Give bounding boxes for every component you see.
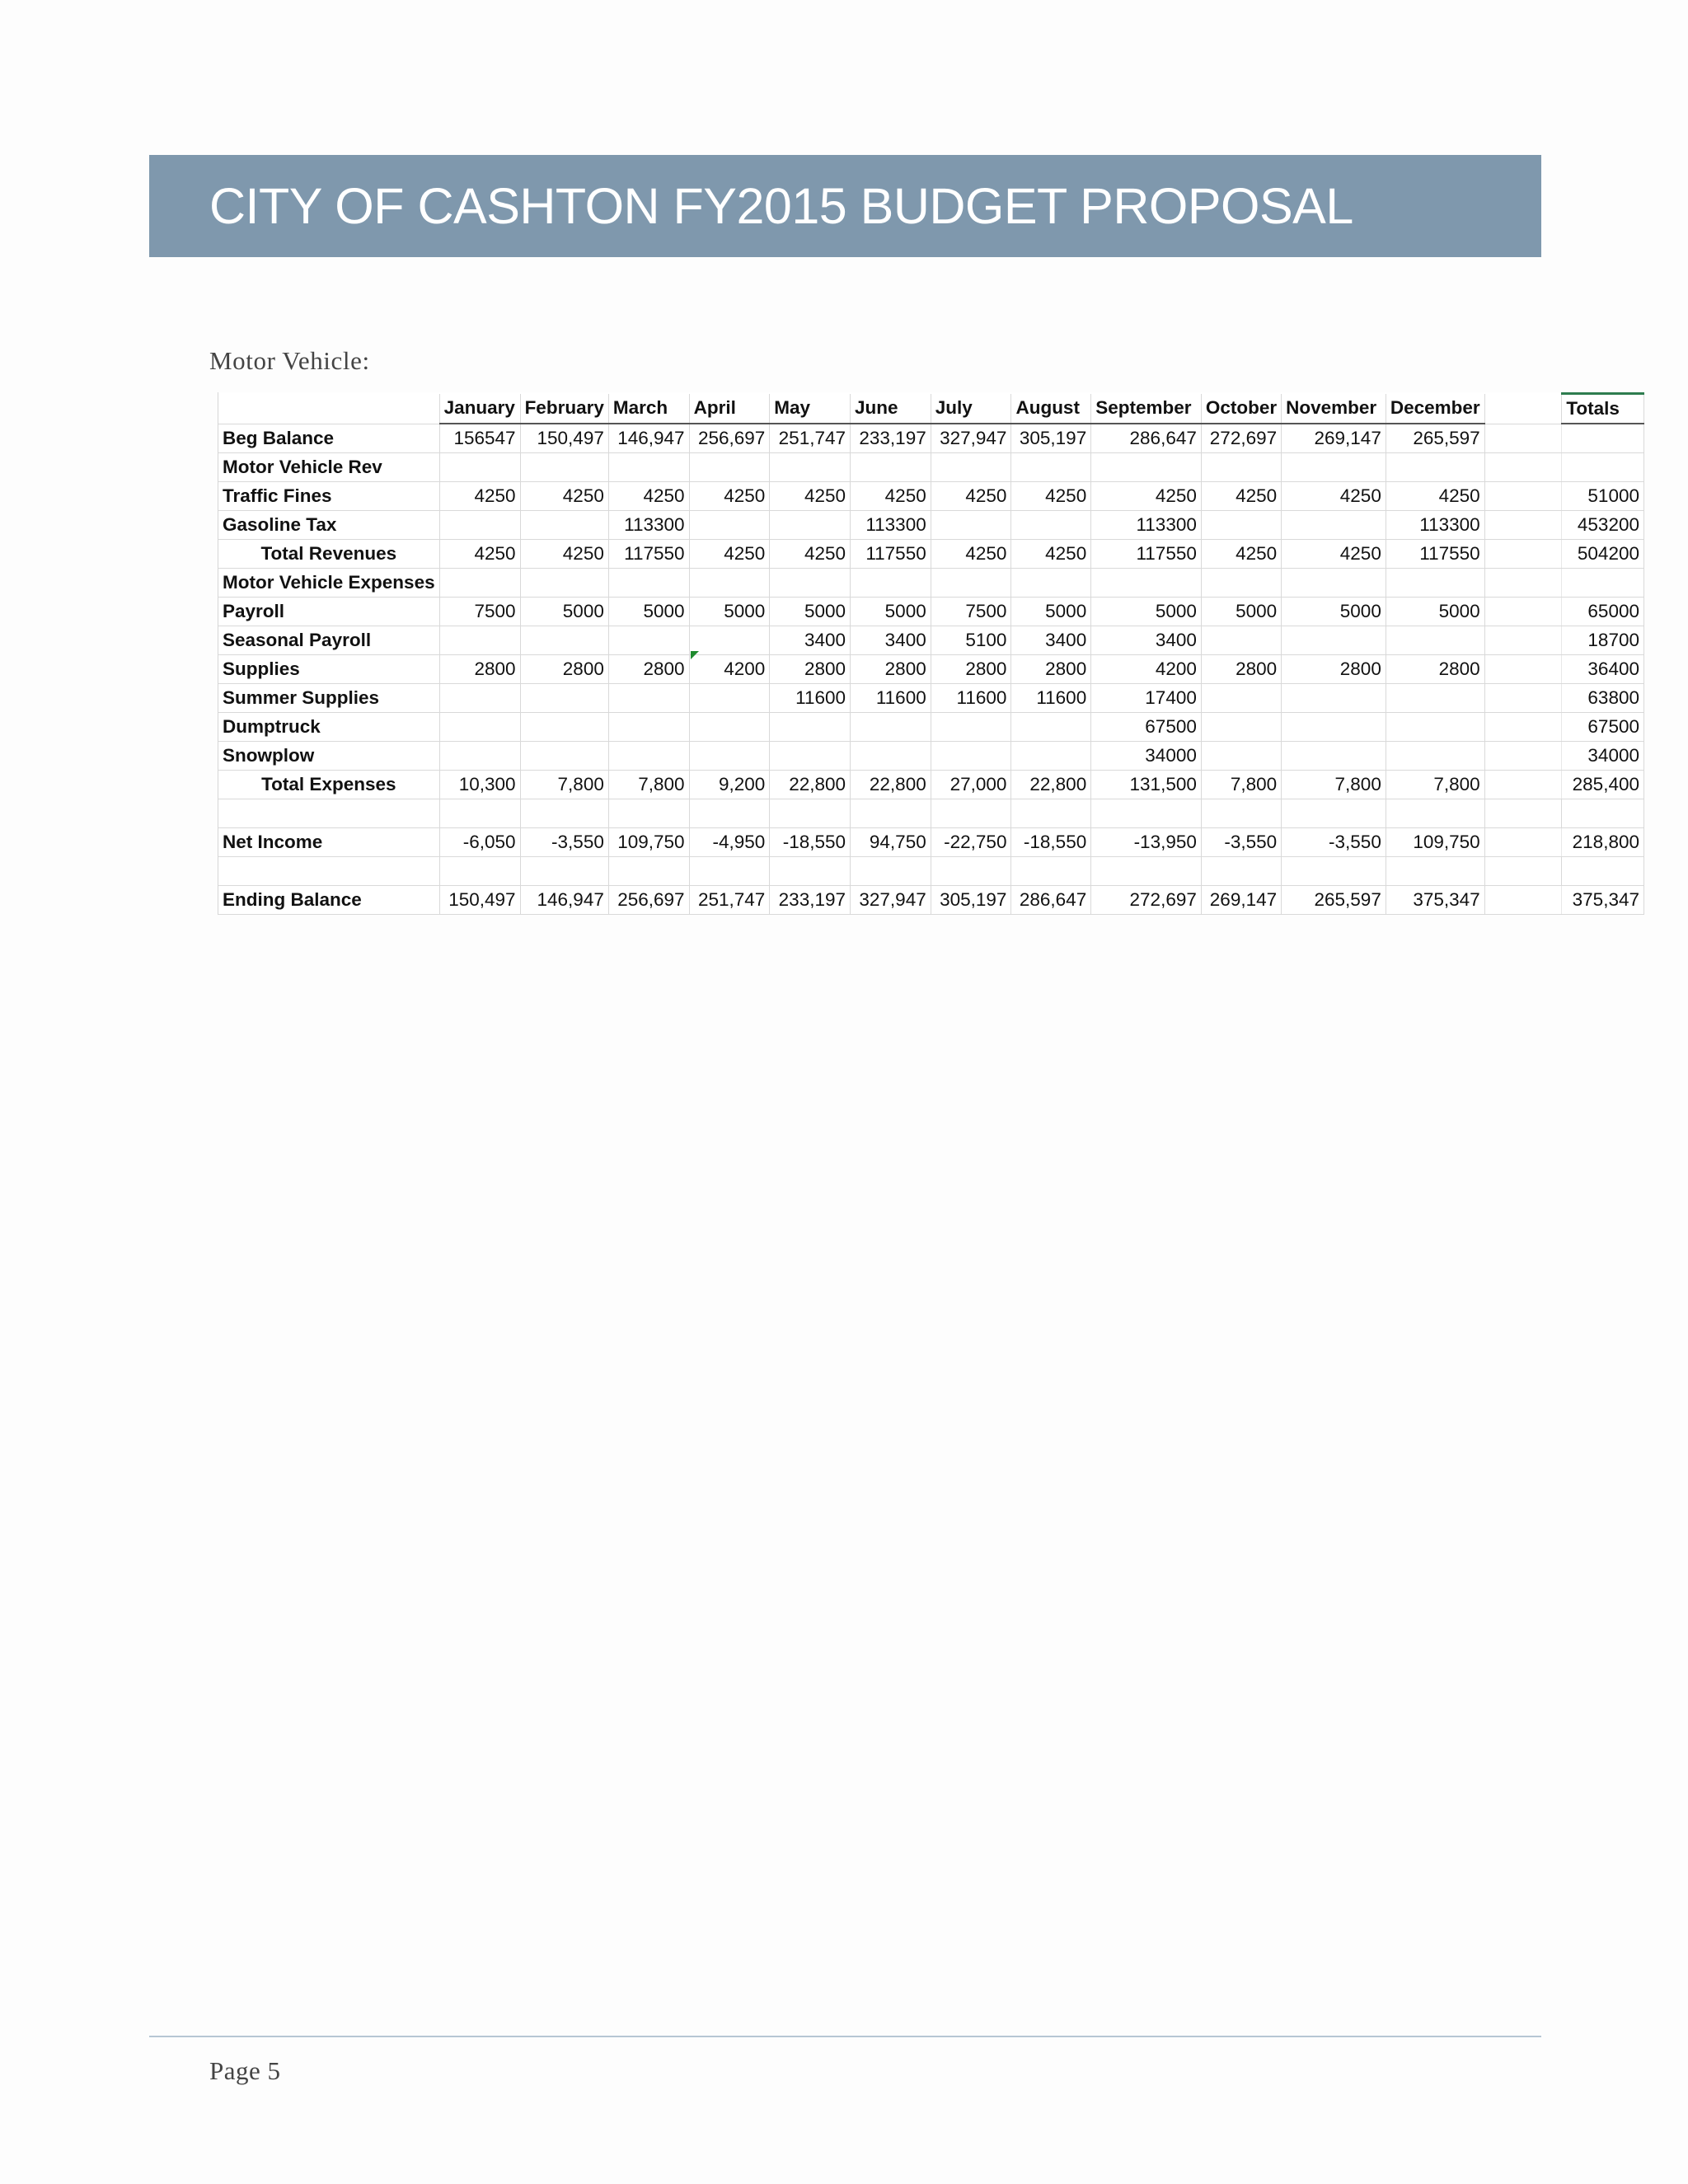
total-cell: 285,400 xyxy=(1562,771,1644,799)
value-cell: 113300 xyxy=(851,511,931,540)
value-cell: 117550 xyxy=(1386,540,1484,569)
value-cell xyxy=(1386,626,1484,655)
value-cell: -4,950 xyxy=(689,828,770,857)
empty-cell xyxy=(1484,424,1562,453)
value-cell xyxy=(520,713,608,742)
value-cell: 113300 xyxy=(1386,511,1484,540)
page-number: Page 5 xyxy=(209,2056,281,2085)
value-cell: 3400 xyxy=(1011,626,1091,655)
value-cell xyxy=(770,742,851,771)
empty-cell xyxy=(439,799,520,828)
value-cell xyxy=(931,569,1011,598)
value-cell: 113300 xyxy=(608,511,689,540)
value-cell xyxy=(520,511,608,540)
totals-header: Totals xyxy=(1562,394,1644,424)
table-row xyxy=(218,655,1644,684)
value-cell: 2800 xyxy=(770,655,851,684)
value-cell: 7,800 xyxy=(608,771,689,799)
value-cell: 2800 xyxy=(931,655,1011,684)
value-cell: 27,000 xyxy=(931,771,1011,799)
value-cell: 233,197 xyxy=(770,886,851,915)
value-cell: 7,800 xyxy=(1282,771,1386,799)
value-cell: 11600 xyxy=(851,684,931,713)
empty-cell xyxy=(689,857,770,886)
value-cell: 5000 xyxy=(1091,598,1202,626)
value-cell xyxy=(689,713,770,742)
value-cell: 3400 xyxy=(851,626,931,655)
value-cell: 2800 xyxy=(1201,655,1281,684)
value-cell: 117550 xyxy=(1091,540,1202,569)
table-row xyxy=(218,511,1644,540)
value-cell: -13,950 xyxy=(1091,828,1202,857)
value-cell xyxy=(1386,569,1484,598)
empty-cell xyxy=(520,799,608,828)
value-cell: 22,800 xyxy=(851,771,931,799)
total-cell: 65000 xyxy=(1562,598,1644,626)
total-cell: 36400 xyxy=(1562,655,1644,684)
total-cell: 218,800 xyxy=(1562,828,1644,857)
value-cell: 131,500 xyxy=(1091,771,1202,799)
value-cell: 4250 xyxy=(689,482,770,511)
value-cell: 2800 xyxy=(608,655,689,684)
table-row xyxy=(218,886,1644,915)
month-header-february: February xyxy=(520,394,608,424)
total-cell: 375,347 xyxy=(1562,886,1644,915)
value-cell xyxy=(439,742,520,771)
value-cell: 5000 xyxy=(1386,598,1484,626)
value-cell: 305,197 xyxy=(931,886,1011,915)
empty-cell xyxy=(1484,684,1562,713)
table-row xyxy=(218,598,1644,626)
value-cell: 305,197 xyxy=(1011,424,1091,453)
row-label-header xyxy=(218,394,439,424)
value-cell xyxy=(770,713,851,742)
value-cell: 3400 xyxy=(770,626,851,655)
row-label: Traffic Fines xyxy=(218,482,439,511)
table-row xyxy=(218,453,1644,482)
value-cell xyxy=(608,713,689,742)
empty-cell xyxy=(1484,511,1562,540)
value-cell: 109,750 xyxy=(1386,828,1484,857)
value-cell: 233,197 xyxy=(851,424,931,453)
empty-cell xyxy=(1484,569,1562,598)
value-cell xyxy=(520,453,608,482)
value-cell xyxy=(1282,742,1386,771)
value-cell: 269,147 xyxy=(1282,424,1386,453)
value-cell xyxy=(608,684,689,713)
empty-cell xyxy=(1484,655,1562,684)
empty-cell xyxy=(1011,857,1091,886)
value-cell: -18,550 xyxy=(770,828,851,857)
table-row xyxy=(218,424,1644,453)
section-label: Motor Vehicle: xyxy=(209,346,370,375)
value-cell: 2800 xyxy=(520,655,608,684)
value-cell xyxy=(439,511,520,540)
value-cell xyxy=(608,453,689,482)
value-cell: 2800 xyxy=(1282,655,1386,684)
empty-cell xyxy=(1484,742,1562,771)
total-cell: 34000 xyxy=(1562,742,1644,771)
table-row xyxy=(218,626,1644,655)
month-header-may: May xyxy=(770,394,851,424)
empty-cell xyxy=(1201,857,1281,886)
value-cell xyxy=(1201,453,1281,482)
value-cell: 117550 xyxy=(608,540,689,569)
empty-cell xyxy=(608,799,689,828)
row-label: Beg Balance xyxy=(218,424,439,453)
value-cell: 4250 xyxy=(851,482,931,511)
value-cell xyxy=(608,626,689,655)
value-cell xyxy=(689,569,770,598)
value-cell: 4250 xyxy=(931,540,1011,569)
value-cell: 7,800 xyxy=(1386,771,1484,799)
table-header-row xyxy=(218,394,1644,424)
empty-cell xyxy=(770,857,851,886)
empty-cell xyxy=(851,799,931,828)
value-cell xyxy=(770,453,851,482)
value-cell: 4250 xyxy=(770,540,851,569)
table-row xyxy=(218,482,1644,511)
value-cell xyxy=(1011,511,1091,540)
value-cell: 5000 xyxy=(1282,598,1386,626)
value-cell: 5000 xyxy=(770,598,851,626)
month-header-september: September xyxy=(1091,394,1202,424)
value-cell: 22,800 xyxy=(770,771,851,799)
value-cell xyxy=(689,684,770,713)
value-cell xyxy=(1011,453,1091,482)
value-cell xyxy=(689,742,770,771)
value-cell: 4250 xyxy=(1201,482,1281,511)
value-cell xyxy=(1011,713,1091,742)
value-cell xyxy=(1282,511,1386,540)
value-cell xyxy=(1386,713,1484,742)
value-cell: 7,800 xyxy=(520,771,608,799)
value-cell xyxy=(1201,626,1281,655)
empty-cell xyxy=(1484,799,1562,828)
value-cell: -6,050 xyxy=(439,828,520,857)
value-cell: 4250 xyxy=(931,482,1011,511)
value-cell: 5100 xyxy=(931,626,1011,655)
row-label: Seasonal Payroll xyxy=(218,626,439,655)
value-cell: 5000 xyxy=(851,598,931,626)
value-cell: -18,550 xyxy=(1011,828,1091,857)
value-cell xyxy=(931,742,1011,771)
value-cell xyxy=(1386,742,1484,771)
empty-cell xyxy=(1484,626,1562,655)
value-cell: 2800 xyxy=(1011,655,1091,684)
value-cell: 4250 xyxy=(520,482,608,511)
empty-cell xyxy=(1484,598,1562,626)
value-cell xyxy=(1386,684,1484,713)
total-cell: 18700 xyxy=(1562,626,1644,655)
total-cell: 453200 xyxy=(1562,511,1644,540)
value-cell: 327,947 xyxy=(851,886,931,915)
value-cell: 11600 xyxy=(770,684,851,713)
value-cell xyxy=(439,569,520,598)
value-cell: 2800 xyxy=(851,655,931,684)
row-label: Payroll xyxy=(218,598,439,626)
value-cell xyxy=(689,453,770,482)
total-cell xyxy=(1562,453,1644,482)
footer-divider xyxy=(149,2036,1541,2037)
empty-cell xyxy=(1282,799,1386,828)
value-cell xyxy=(439,713,520,742)
row-label: Supplies xyxy=(218,655,439,684)
value-cell: 4250 xyxy=(439,540,520,569)
value-cell xyxy=(1282,453,1386,482)
value-cell: 4250 xyxy=(770,482,851,511)
value-cell: 251,747 xyxy=(770,424,851,453)
value-cell: 256,697 xyxy=(689,424,770,453)
empty-cell xyxy=(931,799,1011,828)
row-label: Dumptruck xyxy=(218,713,439,742)
row-label: Motor Vehicle Expenses xyxy=(218,569,439,598)
value-cell xyxy=(608,742,689,771)
empty-cell xyxy=(1484,857,1562,886)
value-cell: 4250 xyxy=(1386,482,1484,511)
value-cell: 4250 xyxy=(1011,540,1091,569)
value-cell: 4250 xyxy=(689,540,770,569)
value-cell: 272,697 xyxy=(1091,886,1202,915)
empty-cell xyxy=(1562,799,1644,828)
value-cell: 7,800 xyxy=(1201,771,1281,799)
value-cell: 67500 xyxy=(1091,713,1202,742)
value-cell: 4250 xyxy=(439,482,520,511)
empty-cell xyxy=(1484,540,1562,569)
total-cell: 63800 xyxy=(1562,684,1644,713)
row-label: Ending Balance xyxy=(218,886,439,915)
empty-cell xyxy=(608,857,689,886)
value-cell: 4250 xyxy=(608,482,689,511)
value-cell xyxy=(689,511,770,540)
empty-cell xyxy=(218,857,439,886)
value-cell xyxy=(851,569,931,598)
month-header-november: November xyxy=(1282,394,1386,424)
value-cell xyxy=(1201,569,1281,598)
empty-cell xyxy=(1011,799,1091,828)
empty-cell xyxy=(1484,453,1562,482)
value-cell xyxy=(1386,453,1484,482)
value-cell: 251,747 xyxy=(689,886,770,915)
value-cell: 11600 xyxy=(931,684,1011,713)
value-cell: 4200 xyxy=(1091,655,1202,684)
value-cell xyxy=(851,742,931,771)
comment-indicator-icon xyxy=(691,651,699,659)
table-row xyxy=(218,771,1644,799)
value-cell: -22,750 xyxy=(931,828,1011,857)
value-cell: 150,497 xyxy=(520,424,608,453)
value-cell xyxy=(1282,569,1386,598)
gap-header xyxy=(1484,394,1562,424)
value-cell: 9,200 xyxy=(689,771,770,799)
value-cell: 4250 xyxy=(1201,540,1281,569)
value-cell: 7500 xyxy=(439,598,520,626)
value-cell xyxy=(851,713,931,742)
row-label: Snowplow xyxy=(218,742,439,771)
budget-spreadsheet xyxy=(218,392,1644,915)
value-cell xyxy=(439,684,520,713)
value-cell: 5000 xyxy=(689,598,770,626)
row-label: Total Revenues xyxy=(218,540,439,569)
empty-cell xyxy=(770,799,851,828)
value-cell xyxy=(608,569,689,598)
value-cell: 5000 xyxy=(520,598,608,626)
value-cell: 113300 xyxy=(1091,511,1202,540)
value-cell: 286,647 xyxy=(1011,886,1091,915)
value-cell: 117550 xyxy=(851,540,931,569)
empty-cell xyxy=(1484,771,1562,799)
value-cell: 4200 xyxy=(689,655,770,684)
value-cell: 375,347 xyxy=(1386,886,1484,915)
empty-cell xyxy=(851,857,931,886)
total-cell xyxy=(1562,569,1644,598)
empty-cell xyxy=(1562,857,1644,886)
value-cell xyxy=(851,453,931,482)
empty-cell xyxy=(1282,857,1386,886)
month-header-april: April xyxy=(689,394,770,424)
row-label: Motor Vehicle Rev xyxy=(218,453,439,482)
value-cell xyxy=(1282,684,1386,713)
value-cell: 265,597 xyxy=(1282,886,1386,915)
value-cell: 5000 xyxy=(608,598,689,626)
row-label: Gasoline Tax xyxy=(218,511,439,540)
document-title: CITY OF CASHTON FY2015 BUDGET PROPOSAL xyxy=(209,178,1353,234)
value-cell xyxy=(1201,742,1281,771)
value-cell: 17400 xyxy=(1091,684,1202,713)
spacer-row xyxy=(218,857,1644,886)
value-cell: 34000 xyxy=(1091,742,1202,771)
total-cell: 504200 xyxy=(1562,540,1644,569)
value-cell: 7500 xyxy=(931,598,1011,626)
value-cell: 11600 xyxy=(1011,684,1091,713)
empty-cell xyxy=(218,799,439,828)
value-cell xyxy=(439,626,520,655)
value-cell xyxy=(931,713,1011,742)
value-cell: 269,147 xyxy=(1201,886,1281,915)
empty-cell xyxy=(689,799,770,828)
value-cell xyxy=(520,742,608,771)
total-cell: 67500 xyxy=(1562,713,1644,742)
table-row xyxy=(218,713,1644,742)
value-cell xyxy=(520,569,608,598)
value-cell xyxy=(1011,742,1091,771)
empty-cell xyxy=(1484,713,1562,742)
value-cell: 256,697 xyxy=(608,886,689,915)
value-cell: -3,550 xyxy=(520,828,608,857)
empty-cell xyxy=(1386,799,1484,828)
table-row xyxy=(218,684,1644,713)
value-cell: 146,947 xyxy=(520,886,608,915)
month-header-october: October xyxy=(1201,394,1281,424)
table-row xyxy=(218,540,1644,569)
value-cell: 4250 xyxy=(1282,540,1386,569)
value-cell xyxy=(520,684,608,713)
value-cell xyxy=(1201,713,1281,742)
value-cell: 286,647 xyxy=(1091,424,1202,453)
value-cell xyxy=(931,453,1011,482)
value-cell xyxy=(1282,713,1386,742)
value-cell: 10,300 xyxy=(439,771,520,799)
value-cell: 4250 xyxy=(1282,482,1386,511)
value-cell: 265,597 xyxy=(1386,424,1484,453)
total-cell: 51000 xyxy=(1562,482,1644,511)
value-cell xyxy=(770,569,851,598)
empty-cell xyxy=(1201,799,1281,828)
table-row xyxy=(218,569,1644,598)
month-header-june: June xyxy=(851,394,931,424)
budget-table xyxy=(218,392,1644,915)
value-cell xyxy=(1091,569,1202,598)
value-cell xyxy=(1282,626,1386,655)
value-cell: -3,550 xyxy=(1201,828,1281,857)
month-header-march: March xyxy=(608,394,689,424)
value-cell: 272,697 xyxy=(1201,424,1281,453)
month-header-january: January xyxy=(439,394,520,424)
row-label: Total Expenses xyxy=(218,771,439,799)
empty-cell xyxy=(1484,886,1562,915)
value-cell xyxy=(689,626,770,655)
row-label: Net Income xyxy=(218,828,439,857)
value-cell: 22,800 xyxy=(1011,771,1091,799)
value-cell: 146,947 xyxy=(608,424,689,453)
empty-cell xyxy=(1386,857,1484,886)
value-cell xyxy=(1011,569,1091,598)
value-cell: 2800 xyxy=(1386,655,1484,684)
value-cell xyxy=(1201,684,1281,713)
value-cell: 2800 xyxy=(439,655,520,684)
empty-cell xyxy=(931,857,1011,886)
total-cell xyxy=(1562,424,1644,453)
value-cell: -3,550 xyxy=(1282,828,1386,857)
row-label: Summer Supplies xyxy=(218,684,439,713)
value-cell xyxy=(1091,453,1202,482)
value-cell xyxy=(1201,511,1281,540)
value-cell: 94,750 xyxy=(851,828,931,857)
value-cell: 327,947 xyxy=(931,424,1011,453)
value-cell: 4250 xyxy=(520,540,608,569)
value-cell xyxy=(770,511,851,540)
value-cell xyxy=(520,626,608,655)
empty-cell xyxy=(520,857,608,886)
value-cell xyxy=(931,511,1011,540)
table-row xyxy=(218,828,1644,857)
month-header-august: August xyxy=(1011,394,1091,424)
empty-cell xyxy=(1091,799,1202,828)
month-header-july: July xyxy=(931,394,1011,424)
empty-cell xyxy=(439,857,520,886)
value-cell: 5000 xyxy=(1011,598,1091,626)
value-cell: 5000 xyxy=(1201,598,1281,626)
empty-cell xyxy=(1091,857,1202,886)
value-cell: 150,497 xyxy=(439,886,520,915)
value-cell: 3400 xyxy=(1091,626,1202,655)
spacer-row xyxy=(218,799,1644,828)
empty-cell xyxy=(1484,828,1562,857)
title-banner xyxy=(149,155,1541,257)
value-cell xyxy=(439,453,520,482)
table-row xyxy=(218,742,1644,771)
value-cell: 4250 xyxy=(1011,482,1091,511)
empty-cell xyxy=(1484,482,1562,511)
value-cell: 156547 xyxy=(439,424,520,453)
value-cell: 109,750 xyxy=(608,828,689,857)
month-header-december: December xyxy=(1386,394,1484,424)
value-cell: 4250 xyxy=(1091,482,1202,511)
